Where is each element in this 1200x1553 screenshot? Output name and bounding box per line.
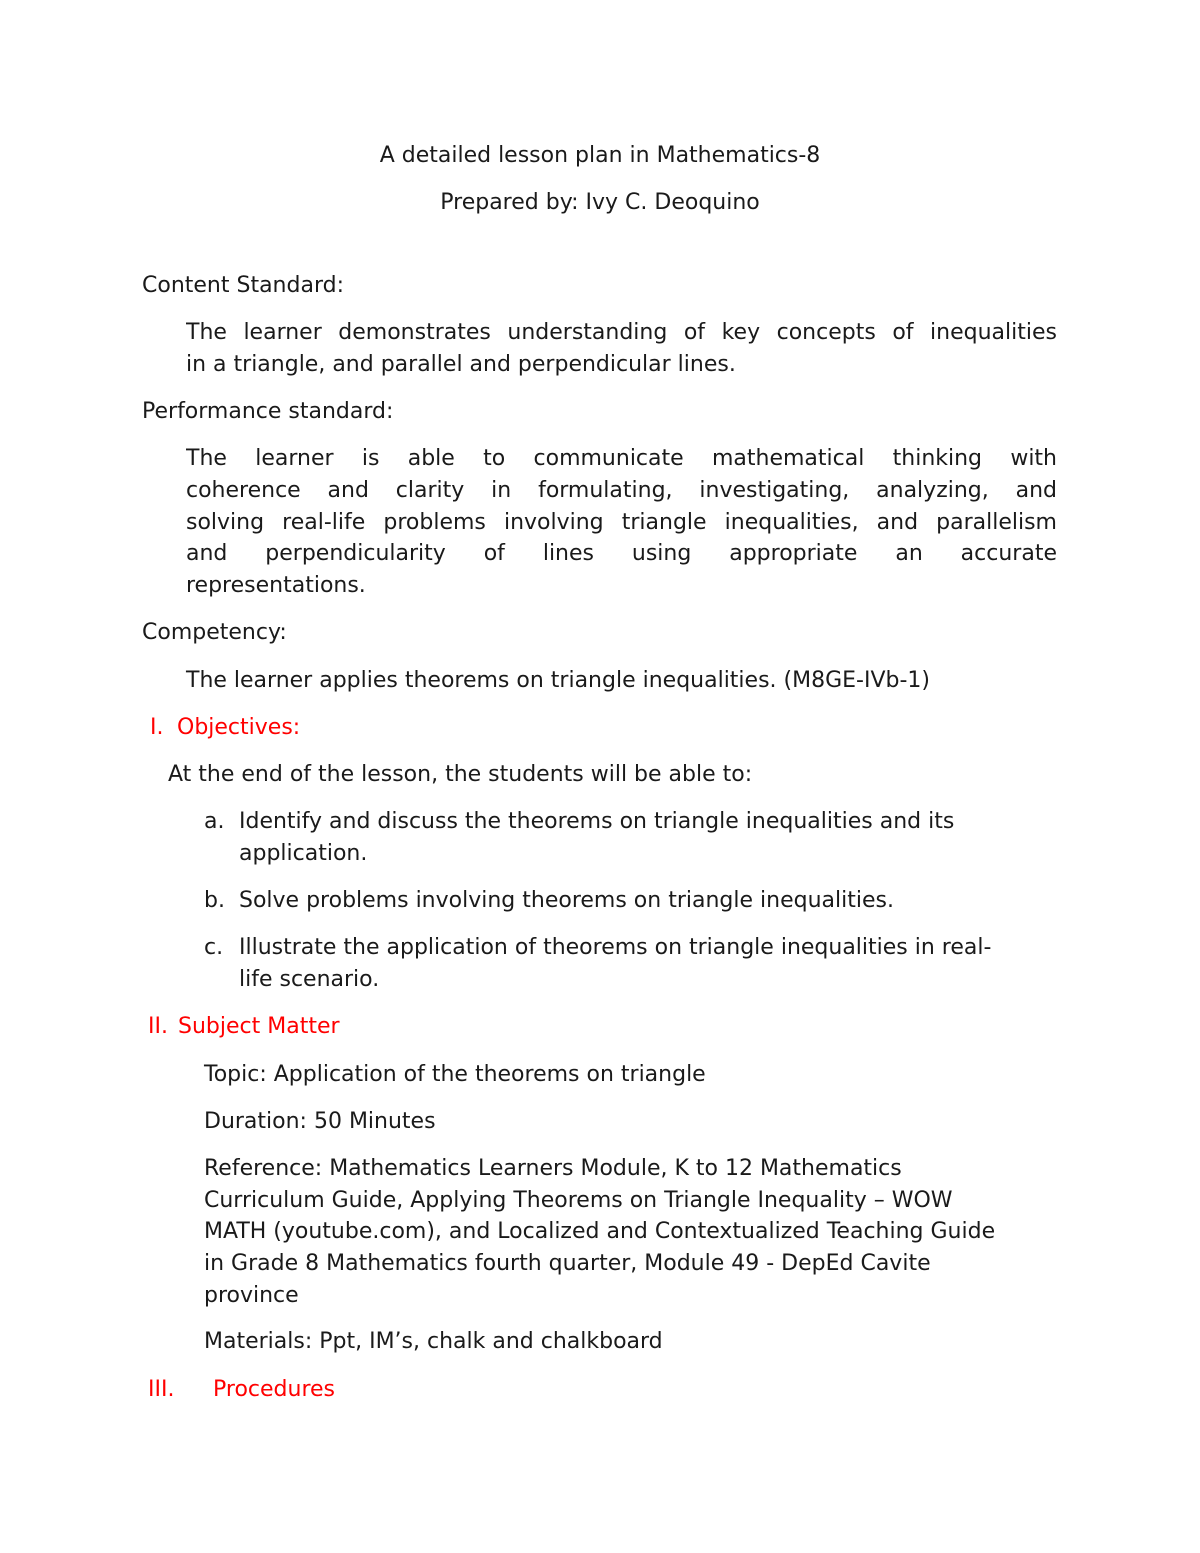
- procedures-number: III.: [148, 1377, 175, 1402]
- objective-line: life scenario.: [239, 967, 380, 992]
- competency-text: The learner applies theorems on triangle inequalities. (M8GE-IVb-1): [186, 668, 930, 693]
- subject-reference-line: province: [204, 1283, 299, 1308]
- content-standard-line: in a triangle, and parallel and perpendicular lines.: [186, 352, 736, 377]
- objective-line: Identify and discuss the theorems on triangle inequalities and its: [239, 809, 955, 834]
- performance-standard-line: The learner is able to communicate mathematical thinking with: [186, 446, 1057, 471]
- objectives-number: I.: [150, 715, 164, 740]
- subject-reference-line: in Grade 8 Mathematics fourth quarter, Module 49 - DepEd Cavite: [204, 1251, 931, 1276]
- content-standard-line: The learner demonstrates understanding of key concepts of inequalities: [186, 320, 1057, 345]
- objectives-intro: At the end of the lesson, the students will be able to:: [168, 762, 753, 787]
- subject-matter-heading: Subject Matter: [178, 1014, 340, 1039]
- subject-duration: Duration: 50 Minutes: [204, 1109, 436, 1134]
- subject-topic: Topic: Application of the theorems on triangle: [204, 1062, 706, 1087]
- objective-line: Illustrate the application of theorems on triangle inequalities in real-: [239, 935, 992, 960]
- subject-matter-number: II.: [148, 1014, 168, 1039]
- objective-marker: a.: [204, 809, 225, 834]
- subject-reference-line: Curriculum Guide, Applying Theorems on Triangle Inequality – WOW: [204, 1188, 953, 1213]
- content-standard-heading: Content Standard:: [142, 273, 344, 298]
- competency-heading: Competency:: [142, 620, 287, 645]
- performance-standard-line: representations.: [186, 573, 366, 598]
- objective-marker: b.: [204, 888, 225, 913]
- objectives-heading: Objectives:: [177, 715, 301, 740]
- objective-marker: c.: [204, 935, 224, 960]
- subject-materials: Materials: Ppt, IM’s, chalk and chalkboard: [204, 1329, 663, 1354]
- objective-line: Solve problems involving theorems on triangle inequalities.: [239, 888, 894, 913]
- performance-standard-line: solving real-life problems involving triangle inequalities, and parallelism: [186, 510, 1057, 535]
- prepared-by: Prepared by: Ivy C. Deoquino: [440, 190, 760, 215]
- performance-standard-line: coherence and clarity in formulating, investigating, analyzing, and: [186, 478, 1057, 503]
- procedures-heading: Procedures: [213, 1377, 335, 1402]
- subject-reference-line: Reference: Mathematics Learners Module, K to 12 Mathematics: [204, 1156, 902, 1181]
- document-title: A detailed lesson plan in Mathematics-8: [379, 143, 821, 168]
- subject-reference-line: MATH (youtube.com), and Localized and Contextualized Teaching Guide: [204, 1219, 996, 1244]
- performance-standard-line: and perpendicularity of lines using appropriate an accurate: [186, 541, 1057, 566]
- objective-line: application.: [239, 841, 368, 866]
- performance-standard-heading: Performance standard:: [142, 399, 394, 424]
